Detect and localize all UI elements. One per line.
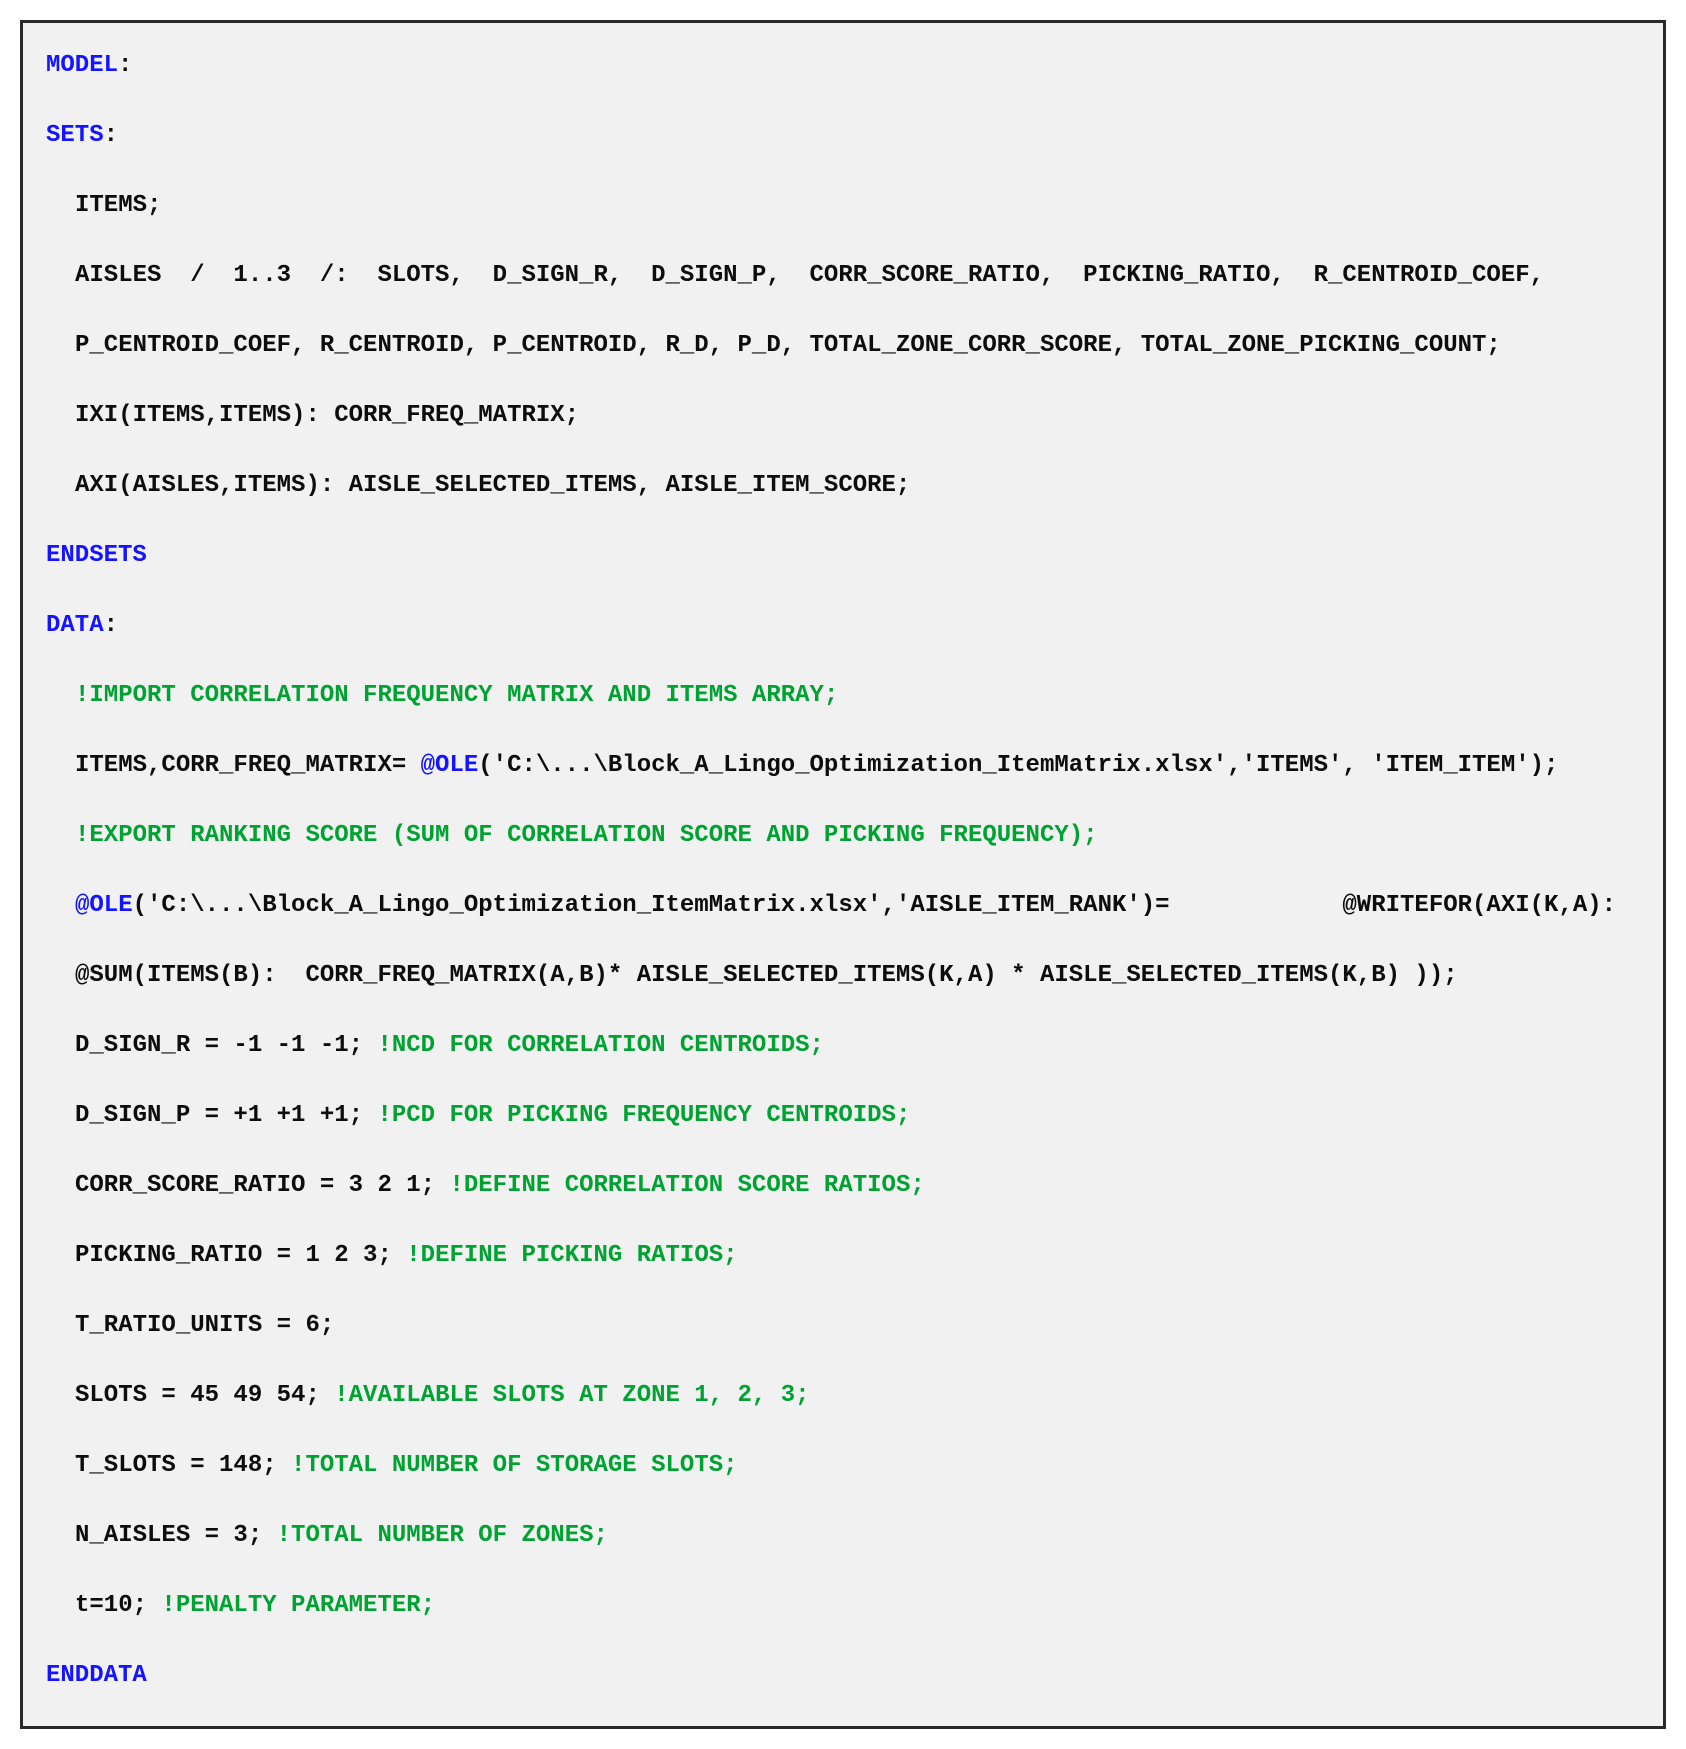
code-text: D_SIGN_R = -1 -1 -1; bbox=[75, 1032, 378, 1059]
keyword-text: @OLE bbox=[75, 892, 133, 919]
code-text: P_CENTROID_COEF, R_CENTROID, P_CENTROID, R_D, P_D, TOTAL_ZONE_CORR_SCORE, TOTAL_ZONE_PICKING_COUNT; bbox=[75, 332, 1501, 359]
code-text: ('C:\...\Block_A_Lingo_Optimization_ItemMatrix.xlsx','ITEMS', 'ITEM_ITEM'); bbox=[478, 752, 1559, 779]
code-line bbox=[46, 31, 1659, 101]
comment-text: !PCD FOR PICKING FREQUENCY CENTROIDS; bbox=[377, 1102, 911, 1129]
code-line bbox=[46, 311, 1659, 381]
code-text: PICKING_RATIO = 1 2 3; bbox=[75, 1242, 407, 1269]
keyword-text: @OLE bbox=[420, 752, 479, 779]
code-text: : bbox=[118, 52, 133, 79]
code-text: CORR_SCORE_RATIO = 3 2 1; bbox=[75, 1172, 450, 1199]
code-line bbox=[46, 661, 1659, 731]
code-text: N_AISLES = 3; bbox=[75, 1522, 277, 1549]
code-line bbox=[46, 941, 1659, 1011]
code-text: IXI(ITEMS,ITEMS): CORR_FREQ_MATRIX; bbox=[75, 402, 580, 429]
code-line bbox=[46, 1641, 1659, 1711]
code-text: : bbox=[103, 612, 119, 639]
keyword-text: MODEL bbox=[46, 52, 119, 79]
code-line bbox=[46, 101, 1659, 171]
code-text: T_SLOTS = 148; bbox=[75, 1452, 292, 1479]
code-line bbox=[46, 801, 1659, 871]
code-line bbox=[46, 241, 1659, 311]
comment-text: !DEFINE CORRELATION SCORE RATIOS; bbox=[449, 1172, 925, 1199]
code-line bbox=[46, 1011, 1659, 1081]
code-line bbox=[46, 1081, 1659, 1151]
code-line bbox=[46, 381, 1659, 451]
code-text: D_SIGN_P = +1 +1 +1; bbox=[75, 1102, 378, 1129]
comment-text: !IMPORT CORRELATION FREQUENCY MATRIX AND ITEMS ARRAY; bbox=[75, 682, 839, 709]
code-line bbox=[46, 871, 1659, 941]
code-line bbox=[46, 1431, 1659, 1501]
code-lines bbox=[46, 31, 1659, 1711]
code-line bbox=[46, 1221, 1659, 1291]
code-line bbox=[46, 1501, 1659, 1571]
code-text: ITEMS,CORR_FREQ_MATRIX= bbox=[75, 752, 421, 779]
code-text: AXI(AISLES,ITEMS): AISLE_SELECTED_ITEMS, AISLE_ITEM_SCORE; bbox=[75, 472, 911, 499]
code-line bbox=[46, 1571, 1659, 1641]
code-text: AISLES / 1..3 /: SLOTS, D_SIGN_R, D_SIGN_P, CORR_SCORE_RATIO, PICKING_RATIO, R_CENTROID_COEF, bbox=[75, 262, 1545, 289]
code-line bbox=[46, 1361, 1659, 1431]
comment-text: !AVAILABLE SLOTS AT ZONE 1, 2, 3; bbox=[334, 1382, 810, 1409]
code-text: SLOTS = 45 49 54; bbox=[75, 1382, 335, 1409]
code-text: ('C:\...\Block_A_Lingo_Optimization_ItemMatrix.xlsx','AISLE_ITEM_RANK')= @WRITEFOR(AXI(K,A): bbox=[132, 892, 1617, 919]
code-line bbox=[46, 171, 1659, 241]
code-text: @SUM(ITEMS(B): CORR_FREQ_MATRIX(A,B)* AISLE_SELECTED_ITEMS(K,A) * AISLE_SELECTED_ITEMS(K,B) )); bbox=[75, 962, 1458, 989]
code-line bbox=[46, 451, 1659, 521]
code-text: T_RATIO_UNITS = 6; bbox=[75, 1312, 335, 1339]
keyword-text: ENDSETS bbox=[46, 542, 147, 569]
comment-text: !TOTAL NUMBER OF ZONES; bbox=[276, 1522, 608, 1549]
comment-text: !PENALTY PARAMETER; bbox=[161, 1592, 436, 1619]
comment-text: !DEFINE PICKING RATIOS; bbox=[406, 1242, 738, 1269]
keyword-text: SETS bbox=[46, 122, 104, 149]
code-text: ITEMS; bbox=[75, 192, 162, 219]
code-line bbox=[46, 521, 1659, 591]
code-line bbox=[46, 731, 1659, 801]
comment-text: !TOTAL NUMBER OF STORAGE SLOTS; bbox=[291, 1452, 738, 1479]
code-line bbox=[46, 591, 1659, 661]
code-text: t=10; bbox=[75, 1592, 162, 1619]
keyword-text: ENDDATA bbox=[46, 1662, 147, 1689]
keyword-text: DATA bbox=[46, 612, 104, 639]
comment-text: !EXPORT RANKING SCORE (SUM OF CORRELATION SCORE AND PICKING FREQUENCY); bbox=[75, 822, 1098, 849]
code-line bbox=[46, 1291, 1659, 1361]
code-text: : bbox=[103, 122, 119, 149]
comment-text: !NCD FOR CORRELATION CENTROIDS; bbox=[377, 1032, 824, 1059]
code-line bbox=[46, 1151, 1659, 1221]
lingo-code-panel bbox=[20, 20, 1666, 1729]
